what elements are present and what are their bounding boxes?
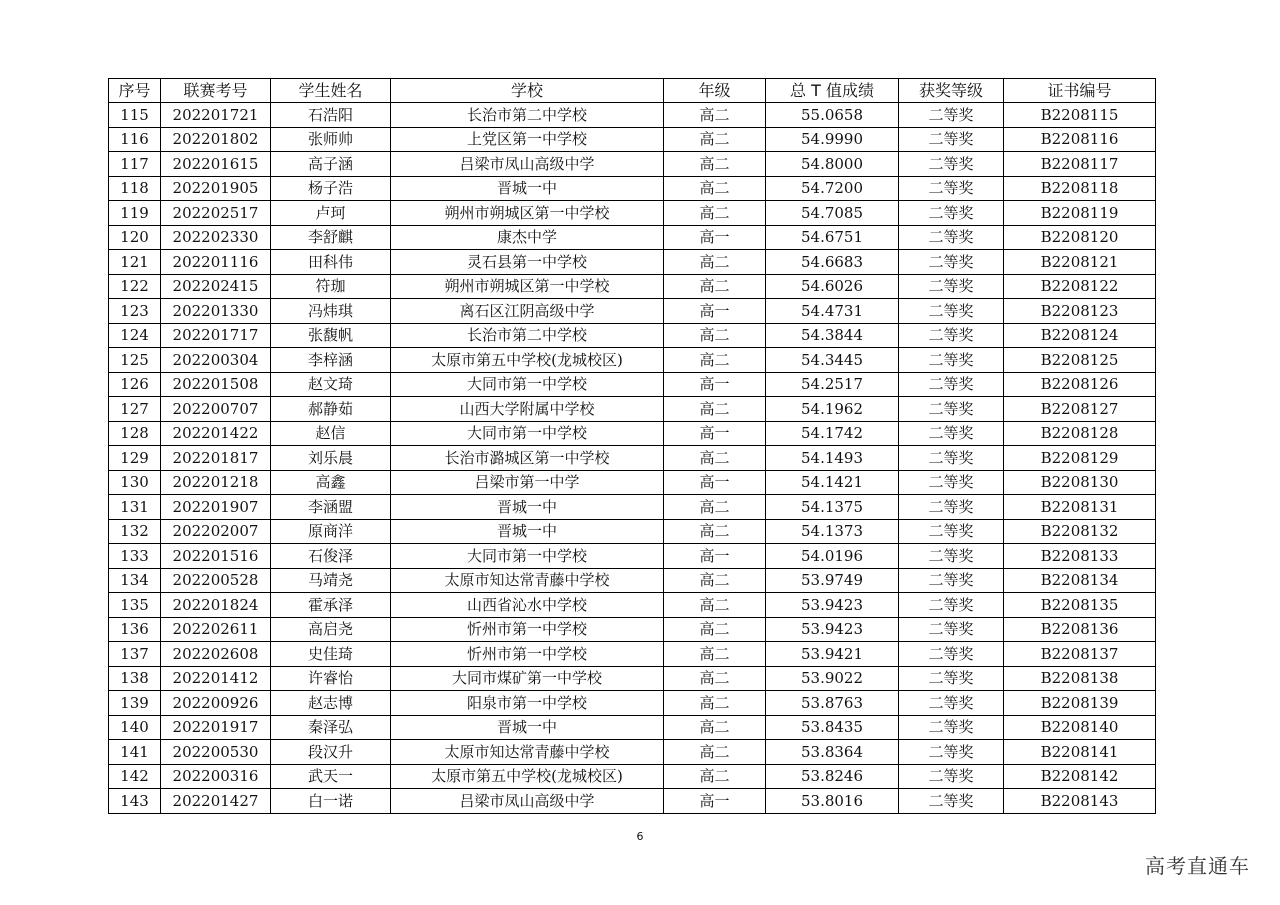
cell-grade: 高二	[664, 691, 766, 716]
table-row	[109, 225, 1156, 250]
cell-exam-number: 202201824	[161, 593, 271, 618]
table-row	[109, 789, 1156, 814]
cell-score: 53.8246	[766, 764, 899, 789]
cell-certificate-number: B2208119	[1004, 201, 1156, 226]
cell-student-name: 张馥帆	[271, 323, 391, 348]
cell-school: 长治市第二中学校	[391, 323, 664, 348]
cell-award-level: 二等奖	[899, 740, 1004, 765]
cell-student-name: 赵文琦	[271, 372, 391, 397]
cell-school: 晋城一中	[391, 519, 664, 544]
cell-index: 122	[109, 274, 161, 299]
cell-award-level: 二等奖	[899, 617, 1004, 642]
cell-index: 139	[109, 691, 161, 716]
cell-school: 太原市知达常青藤中学校	[391, 568, 664, 593]
cell-grade: 高二	[664, 642, 766, 667]
cell-grade: 高二	[664, 250, 766, 275]
cell-certificate-number: B2208116	[1004, 127, 1156, 152]
cell-score: 54.4731	[766, 299, 899, 324]
cell-score: 54.1493	[766, 446, 899, 471]
cell-exam-number: 202201907	[161, 495, 271, 520]
cell-score: 53.8364	[766, 740, 899, 765]
cell-certificate-number: B2208139	[1004, 691, 1156, 716]
cell-exam-number: 202201116	[161, 250, 271, 275]
cell-award-level: 二等奖	[899, 176, 1004, 201]
cell-school: 大同市第一中学校	[391, 372, 664, 397]
cell-index: 120	[109, 225, 161, 250]
cell-index: 129	[109, 446, 161, 471]
cell-score: 54.1962	[766, 397, 899, 422]
cell-student-name: 武天一	[271, 764, 391, 789]
cell-student-name: 卢珂	[271, 201, 391, 226]
cell-score: 54.3445	[766, 348, 899, 373]
cell-award-level: 二等奖	[899, 544, 1004, 569]
cell-grade: 高二	[664, 348, 766, 373]
cell-index: 127	[109, 397, 161, 422]
cell-certificate-number: B2208129	[1004, 446, 1156, 471]
cell-grade: 高二	[664, 519, 766, 544]
cell-award-level: 二等奖	[899, 127, 1004, 152]
cell-exam-number: 202201422	[161, 421, 271, 446]
cell-score: 53.9749	[766, 568, 899, 593]
table-row	[109, 299, 1156, 324]
cell-award-level: 二等奖	[899, 764, 1004, 789]
cell-grade: 高二	[664, 127, 766, 152]
cell-certificate-number: B2208122	[1004, 274, 1156, 299]
table-row	[109, 666, 1156, 691]
cell-student-name: 高启尧	[271, 617, 391, 642]
cell-exam-number: 202201218	[161, 470, 271, 495]
cell-exam-number: 202201427	[161, 789, 271, 814]
cell-certificate-number: B2208137	[1004, 642, 1156, 667]
cell-student-name: 冯炜琪	[271, 299, 391, 324]
cell-certificate-number: B2208117	[1004, 152, 1156, 177]
cell-school: 山西省沁水中学校	[391, 593, 664, 618]
cell-exam-number: 202200707	[161, 397, 271, 422]
cell-grade: 高二	[664, 446, 766, 471]
cell-exam-number: 202201802	[161, 127, 271, 152]
cell-award-level: 二等奖	[899, 691, 1004, 716]
header-grade: 年级	[664, 79, 766, 103]
cell-student-name: 石俊泽	[271, 544, 391, 569]
cell-grade: 高一	[664, 372, 766, 397]
cell-grade: 高二	[664, 323, 766, 348]
cell-student-name: 田科伟	[271, 250, 391, 275]
cell-exam-number: 202202007	[161, 519, 271, 544]
cell-exam-number: 202200316	[161, 764, 271, 789]
cell-award-level: 二等奖	[899, 470, 1004, 495]
cell-grade: 高二	[664, 274, 766, 299]
header-student-name: 学生姓名	[271, 79, 391, 103]
cell-score: 54.0196	[766, 544, 899, 569]
cell-student-name: 张师帅	[271, 127, 391, 152]
cell-student-name: 白一诺	[271, 789, 391, 814]
cell-grade: 高二	[664, 715, 766, 740]
table-row	[109, 740, 1156, 765]
cell-student-name: 李舒麒	[271, 225, 391, 250]
header-certificate-number: 证书编号	[1004, 79, 1156, 103]
cell-certificate-number: B2208143	[1004, 789, 1156, 814]
cell-index: 121	[109, 250, 161, 275]
cell-index: 140	[109, 715, 161, 740]
cell-grade: 高二	[664, 666, 766, 691]
cell-award-level: 二等奖	[899, 299, 1004, 324]
cell-grade: 高二	[664, 568, 766, 593]
cell-school: 晋城一中	[391, 715, 664, 740]
cell-school: 太原市第五中学校(龙城校区)	[391, 764, 664, 789]
cell-student-name: 高子涵	[271, 152, 391, 177]
cell-score: 55.0658	[766, 103, 899, 128]
table-row	[109, 568, 1156, 593]
cell-grade: 高二	[664, 740, 766, 765]
cell-grade: 高二	[664, 495, 766, 520]
cell-certificate-number: B2208134	[1004, 568, 1156, 593]
cell-index: 131	[109, 495, 161, 520]
cell-score: 54.2517	[766, 372, 899, 397]
table-row	[109, 421, 1156, 446]
cell-index: 132	[109, 519, 161, 544]
cell-certificate-number: B2208138	[1004, 666, 1156, 691]
table-header-row	[109, 79, 1156, 103]
cell-index: 137	[109, 642, 161, 667]
cell-award-level: 二等奖	[899, 201, 1004, 226]
cell-student-name: 段汉升	[271, 740, 391, 765]
cell-award-level: 二等奖	[899, 323, 1004, 348]
cell-award-level: 二等奖	[899, 103, 1004, 128]
cell-grade: 高二	[664, 764, 766, 789]
cell-index: 115	[109, 103, 161, 128]
cell-award-level: 二等奖	[899, 568, 1004, 593]
table-row	[109, 323, 1156, 348]
cell-score: 54.1373	[766, 519, 899, 544]
cell-index: 130	[109, 470, 161, 495]
table-row	[109, 103, 1156, 128]
cell-student-name: 李梓涵	[271, 348, 391, 373]
table-row	[109, 544, 1156, 569]
cell-index: 138	[109, 666, 161, 691]
cell-award-level: 二等奖	[899, 593, 1004, 618]
cell-grade: 高二	[664, 103, 766, 128]
table-row	[109, 397, 1156, 422]
cell-score: 53.8016	[766, 789, 899, 814]
cell-school: 朔州市朔城区第一中学校	[391, 201, 664, 226]
header-school: 学校	[391, 79, 664, 103]
cell-exam-number: 202201516	[161, 544, 271, 569]
table-row	[109, 593, 1156, 618]
cell-award-level: 二等奖	[899, 446, 1004, 471]
cell-grade: 高二	[664, 397, 766, 422]
cell-index: 136	[109, 617, 161, 642]
header-index: 序号	[109, 79, 161, 103]
cell-index: 126	[109, 372, 161, 397]
cell-index: 134	[109, 568, 161, 593]
cell-score: 54.1375	[766, 495, 899, 520]
table-row	[109, 372, 1156, 397]
cell-index: 124	[109, 323, 161, 348]
cell-student-name: 李涵盟	[271, 495, 391, 520]
cell-school: 离石区江阴高级中学	[391, 299, 664, 324]
cell-certificate-number: B2208126	[1004, 372, 1156, 397]
cell-certificate-number: B2208124	[1004, 323, 1156, 348]
cell-score: 53.9423	[766, 617, 899, 642]
cell-grade: 高二	[664, 152, 766, 177]
table-row	[109, 764, 1156, 789]
cell-exam-number: 202200528	[161, 568, 271, 593]
cell-award-level: 二等奖	[899, 421, 1004, 446]
cell-school: 晋城一中	[391, 495, 664, 520]
cell-exam-number: 202202330	[161, 225, 271, 250]
cell-index: 135	[109, 593, 161, 618]
cell-school: 上党区第一中学校	[391, 127, 664, 152]
table-row	[109, 201, 1156, 226]
header-award-level: 获奖等级	[899, 79, 1004, 103]
cell-score: 54.1421	[766, 470, 899, 495]
cell-grade: 高一	[664, 544, 766, 569]
table-row	[109, 446, 1156, 471]
cell-award-level: 二等奖	[899, 642, 1004, 667]
cell-student-name: 刘乐晨	[271, 446, 391, 471]
cell-score: 54.7200	[766, 176, 899, 201]
header-exam-number: 联赛考号	[161, 79, 271, 103]
cell-index: 123	[109, 299, 161, 324]
cell-score: 54.9990	[766, 127, 899, 152]
cell-certificate-number: B2208131	[1004, 495, 1156, 520]
cell-certificate-number: B2208123	[1004, 299, 1156, 324]
cell-certificate-number: B2208141	[1004, 740, 1156, 765]
cell-index: 118	[109, 176, 161, 201]
cell-index: 133	[109, 544, 161, 569]
table-row	[109, 617, 1156, 642]
cell-school: 阳泉市第一中学校	[391, 691, 664, 716]
cell-score: 53.8435	[766, 715, 899, 740]
table-body	[109, 103, 1156, 814]
cell-student-name: 郝静茹	[271, 397, 391, 422]
cell-grade: 高二	[664, 201, 766, 226]
cell-grade: 高一	[664, 470, 766, 495]
cell-award-level: 二等奖	[899, 372, 1004, 397]
cell-student-name: 秦泽弘	[271, 715, 391, 740]
cell-score: 54.6751	[766, 225, 899, 250]
cell-exam-number: 202200926	[161, 691, 271, 716]
cell-score: 54.1742	[766, 421, 899, 446]
cell-exam-number: 202201817	[161, 446, 271, 471]
cell-exam-number: 202202517	[161, 201, 271, 226]
cell-student-name: 石浩阳	[271, 103, 391, 128]
table-row	[109, 715, 1156, 740]
cell-exam-number: 202201330	[161, 299, 271, 324]
cell-certificate-number: B2208142	[1004, 764, 1156, 789]
cell-school: 忻州市第一中学校	[391, 617, 664, 642]
cell-score: 53.8763	[766, 691, 899, 716]
cell-index: 142	[109, 764, 161, 789]
cell-school: 长治市第二中学校	[391, 103, 664, 128]
header-score: 总 T 值成绩	[766, 79, 899, 103]
cell-student-name: 高鑫	[271, 470, 391, 495]
cell-school: 大同市煤矿第一中学校	[391, 666, 664, 691]
table-row	[109, 642, 1156, 667]
table-row	[109, 274, 1156, 299]
table-row	[109, 691, 1156, 716]
cell-school: 太原市知达常青藤中学校	[391, 740, 664, 765]
cell-score: 53.9423	[766, 593, 899, 618]
cell-exam-number: 202202611	[161, 617, 271, 642]
cell-certificate-number: B2208115	[1004, 103, 1156, 128]
cell-award-level: 二等奖	[899, 715, 1004, 740]
cell-school: 朔州市朔城区第一中学校	[391, 274, 664, 299]
cell-school: 长治市潞城区第一中学校	[391, 446, 664, 471]
cell-certificate-number: B2208140	[1004, 715, 1156, 740]
cell-grade: 高二	[664, 617, 766, 642]
cell-award-level: 二等奖	[899, 789, 1004, 814]
cell-school: 吕梁市第一中学	[391, 470, 664, 495]
cell-student-name: 霍承泽	[271, 593, 391, 618]
cell-certificate-number: B2208130	[1004, 470, 1156, 495]
cell-certificate-number: B2208125	[1004, 348, 1156, 373]
table-row	[109, 152, 1156, 177]
cell-school: 吕梁市凤山高级中学	[391, 789, 664, 814]
table-row	[109, 348, 1156, 373]
cell-exam-number: 202201412	[161, 666, 271, 691]
cell-exam-number: 202201917	[161, 715, 271, 740]
table-row	[109, 495, 1156, 520]
cell-school: 灵石县第一中学校	[391, 250, 664, 275]
cell-certificate-number: B2208118	[1004, 176, 1156, 201]
table-row	[109, 519, 1156, 544]
cell-exam-number: 202201905	[161, 176, 271, 201]
cell-grade: 高二	[664, 593, 766, 618]
watermark-text: 高考直通车	[1145, 854, 1250, 878]
cell-certificate-number: B2208132	[1004, 519, 1156, 544]
cell-score: 53.9421	[766, 642, 899, 667]
cell-grade: 高一	[664, 225, 766, 250]
cell-exam-number: 202202415	[161, 274, 271, 299]
cell-exam-number: 202201508	[161, 372, 271, 397]
cell-score: 54.6026	[766, 274, 899, 299]
cell-school: 山西大学附属中学校	[391, 397, 664, 422]
cell-award-level: 二等奖	[899, 250, 1004, 275]
cell-student-name: 杨子浩	[271, 176, 391, 201]
cell-award-level: 二等奖	[899, 348, 1004, 373]
cell-certificate-number: B2208133	[1004, 544, 1156, 569]
cell-award-level: 二等奖	[899, 397, 1004, 422]
cell-school: 大同市第一中学校	[391, 421, 664, 446]
cell-grade: 高一	[664, 299, 766, 324]
cell-certificate-number: B2208121	[1004, 250, 1156, 275]
cell-award-level: 二等奖	[899, 666, 1004, 691]
cell-exam-number: 202201717	[161, 323, 271, 348]
cell-index: 116	[109, 127, 161, 152]
cell-index: 125	[109, 348, 161, 373]
table-row	[109, 250, 1156, 275]
cell-exam-number: 202201721	[161, 103, 271, 128]
cell-grade: 高一	[664, 421, 766, 446]
cell-school: 大同市第一中学校	[391, 544, 664, 569]
cell-school: 康杰中学	[391, 225, 664, 250]
cell-award-level: 二等奖	[899, 495, 1004, 520]
cell-award-level: 二等奖	[899, 519, 1004, 544]
cell-index: 119	[109, 201, 161, 226]
cell-index: 141	[109, 740, 161, 765]
cell-score: 54.6683	[766, 250, 899, 275]
cell-award-level: 二等奖	[899, 225, 1004, 250]
table-row	[109, 127, 1156, 152]
table-row	[109, 176, 1156, 201]
cell-award-level: 二等奖	[899, 152, 1004, 177]
page-number: 6	[636, 830, 644, 843]
cell-exam-number: 202201615	[161, 152, 271, 177]
cell-exam-number: 202202608	[161, 642, 271, 667]
cell-award-level: 二等奖	[899, 274, 1004, 299]
cell-certificate-number: B2208135	[1004, 593, 1156, 618]
cell-exam-number: 202200304	[161, 348, 271, 373]
cell-student-name: 马靖尧	[271, 568, 391, 593]
cell-certificate-number: B2208128	[1004, 421, 1156, 446]
cell-student-name: 原商洋	[271, 519, 391, 544]
cell-exam-number: 202200530	[161, 740, 271, 765]
cell-school: 吕梁市凤山高级中学	[391, 152, 664, 177]
cell-school: 太原市第五中学校(龙城校区)	[391, 348, 664, 373]
cell-certificate-number: B2208127	[1004, 397, 1156, 422]
cell-score: 54.3844	[766, 323, 899, 348]
cell-student-name: 许睿怡	[271, 666, 391, 691]
cell-index: 143	[109, 789, 161, 814]
cell-certificate-number: B2208136	[1004, 617, 1156, 642]
cell-score: 53.9022	[766, 666, 899, 691]
cell-student-name: 赵信	[271, 421, 391, 446]
cell-student-name: 史佳琦	[271, 642, 391, 667]
cell-certificate-number: B2208120	[1004, 225, 1156, 250]
cell-school: 忻州市第一中学校	[391, 642, 664, 667]
cell-student-name: 符珈	[271, 274, 391, 299]
award-results-table	[108, 78, 1156, 814]
cell-grade: 高二	[664, 176, 766, 201]
cell-school: 晋城一中	[391, 176, 664, 201]
cell-index: 128	[109, 421, 161, 446]
cell-student-name: 赵志博	[271, 691, 391, 716]
cell-score: 54.8000	[766, 152, 899, 177]
cell-score: 54.7085	[766, 201, 899, 226]
cell-index: 117	[109, 152, 161, 177]
table-row	[109, 470, 1156, 495]
cell-grade: 高一	[664, 789, 766, 814]
